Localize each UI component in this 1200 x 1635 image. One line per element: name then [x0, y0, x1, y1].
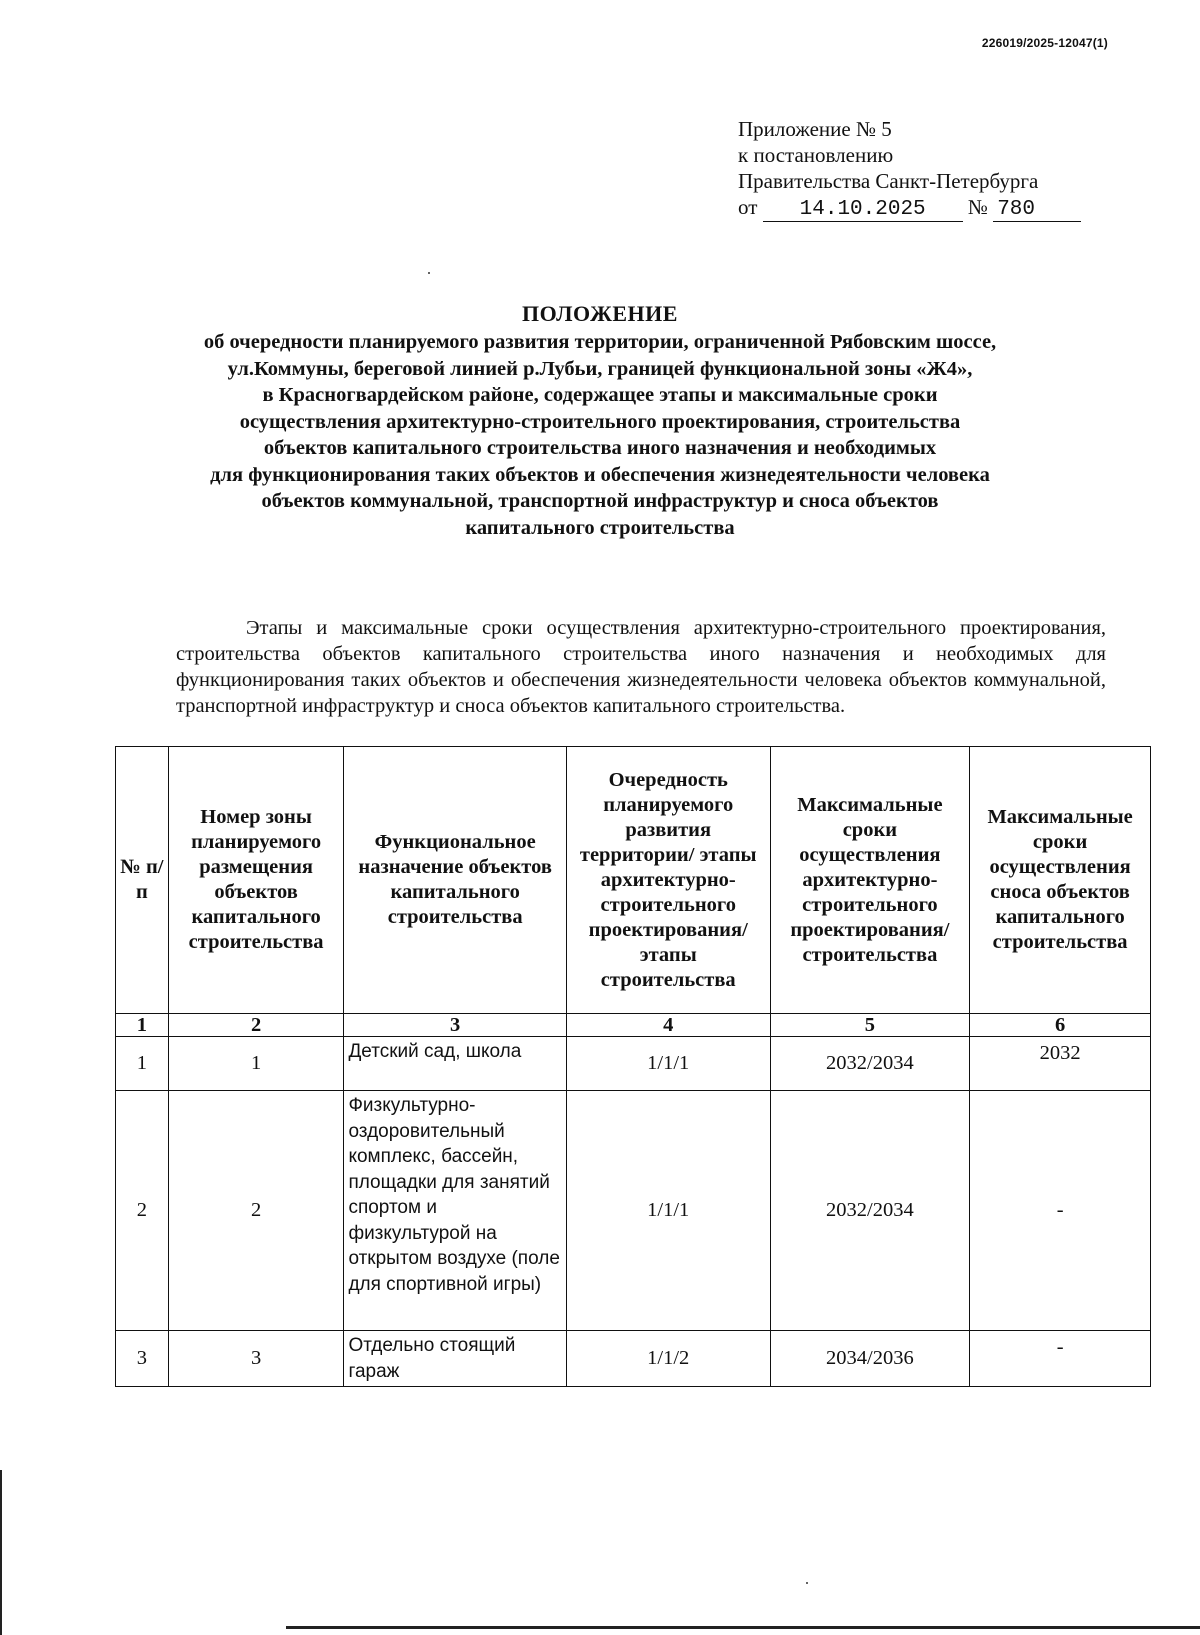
cell-order: 1/1/1 — [566, 1091, 770, 1331]
cell-index: 3 — [116, 1331, 169, 1387]
title-line: об очередности планируемого развития территории, ограниченной Рябовским шоссе, — [203, 331, 997, 353]
cell-demolition: 2032 — [970, 1037, 1151, 1091]
cell-zone: 3 — [168, 1331, 344, 1387]
header-demolition-terms: Максимальные сроки осуществления сноса объектов капитального строительства — [970, 747, 1151, 1014]
scan-speck — [428, 272, 430, 274]
column-number: 6 — [970, 1014, 1151, 1037]
header-zone: Номер зоны планируемого размещения объектов капитального строительства — [168, 747, 344, 1014]
cell-zone: 1 — [168, 1037, 344, 1091]
cell-design-build: 2034/2036 — [770, 1331, 970, 1387]
scan-edge-bottom — [286, 1626, 1200, 1629]
header-index: № п/п — [116, 747, 169, 1014]
title-line: осуществления архитектурно-строительного проектирования, строительства — [239, 410, 961, 433]
document-id: 226019/2025-12047(1) — [981, 36, 1108, 50]
title-line: объектов капитального строительства иного назначения и необходимых — [263, 437, 937, 459]
cell-order: 1/1/1 — [566, 1037, 770, 1091]
appendix-block — [738, 116, 1081, 222]
title-heading: ПОЛОЖЕНИЕ — [522, 301, 678, 326]
title-line: ул.Коммуны, береговой линией р.Лубьи, границей функциональной зоны «Ж4», — [227, 357, 973, 380]
title-line: объектов коммунальной, транспортной инфраструктур и сноса объектов — [261, 490, 939, 512]
table-header-row — [116, 747, 1151, 1014]
decree-number: 780 — [993, 199, 1081, 222]
table-row — [116, 1091, 1151, 1331]
appendix-date-line — [738, 194, 1081, 222]
cell-purpose: Отдельно стоящий гараж — [344, 1331, 566, 1387]
cell-order: 1/1/2 — [566, 1331, 770, 1387]
appendix-number: Приложение № 5 — [738, 117, 892, 141]
cell-demolition: - — [970, 1331, 1151, 1387]
intro-paragraph: Этапы и максимальные сроки осуществления архитектурно-строительного проектирования, строительства объектов капитального строительства иного назначения и необходимых для функционирования таких объектов и обеспечения жизнедеятельности человека объектов коммунальной, транспортной инфраструктур и сноса объектов капитального строительства. — [176, 616, 1106, 717]
column-number: 2 — [168, 1014, 344, 1037]
cell-demolition: - — [970, 1091, 1151, 1331]
appendix-issuer: Правительства Санкт-Петербурга — [738, 169, 1039, 193]
cell-index: 1 — [116, 1037, 169, 1091]
date-prefix: от — [738, 195, 758, 219]
column-number: 5 — [770, 1014, 970, 1037]
column-number-row — [116, 1014, 1151, 1037]
cell-design-build: 2032/2034 — [770, 1091, 970, 1331]
table-row — [116, 1331, 1151, 1387]
stages-table — [115, 746, 1151, 1387]
cell-purpose: Детский сад, школа — [344, 1037, 566, 1091]
column-number: 1 — [116, 1014, 169, 1037]
cell-design-build: 2032/2034 — [770, 1037, 970, 1091]
header-design-build-terms: Максимальные сроки осуществления архитектурно-строительного проектирования/ строительства — [770, 747, 970, 1014]
number-prefix: № — [967, 195, 988, 219]
header-order: Очередность планируемого развития территории/ этапы архитектурно-строительного проектирования/ этапы строительства — [566, 747, 770, 1014]
scan-speck — [806, 1582, 808, 1584]
header-purpose: Функциональное назначение объектов капитального строительства — [344, 747, 566, 1014]
appendix-to-decree: к постановлению — [738, 143, 894, 167]
title-line: для функционирования таких объектов и обеспечения жизнедеятельности человека — [210, 463, 990, 486]
document-title — [140, 300, 1060, 541]
table-row — [116, 1037, 1151, 1091]
column-number: 4 — [566, 1014, 770, 1037]
cell-index: 2 — [116, 1091, 169, 1331]
decree-date: 14.10.2025 — [763, 199, 963, 222]
cell-purpose: Физкультурно-оздоровительный комплекс, бассейн, площадки для занятий спортом и физкультурой на открытом воздухе (поле для спортивной игры) — [344, 1091, 566, 1331]
title-line: в Красногвардейском районе, содержащее этапы и максимальные сроки — [262, 384, 938, 406]
cell-zone: 2 — [168, 1091, 344, 1331]
scan-edge-left — [0, 1470, 2, 1635]
title-line: капитального строительства — [465, 516, 735, 539]
column-number: 3 — [344, 1014, 566, 1037]
